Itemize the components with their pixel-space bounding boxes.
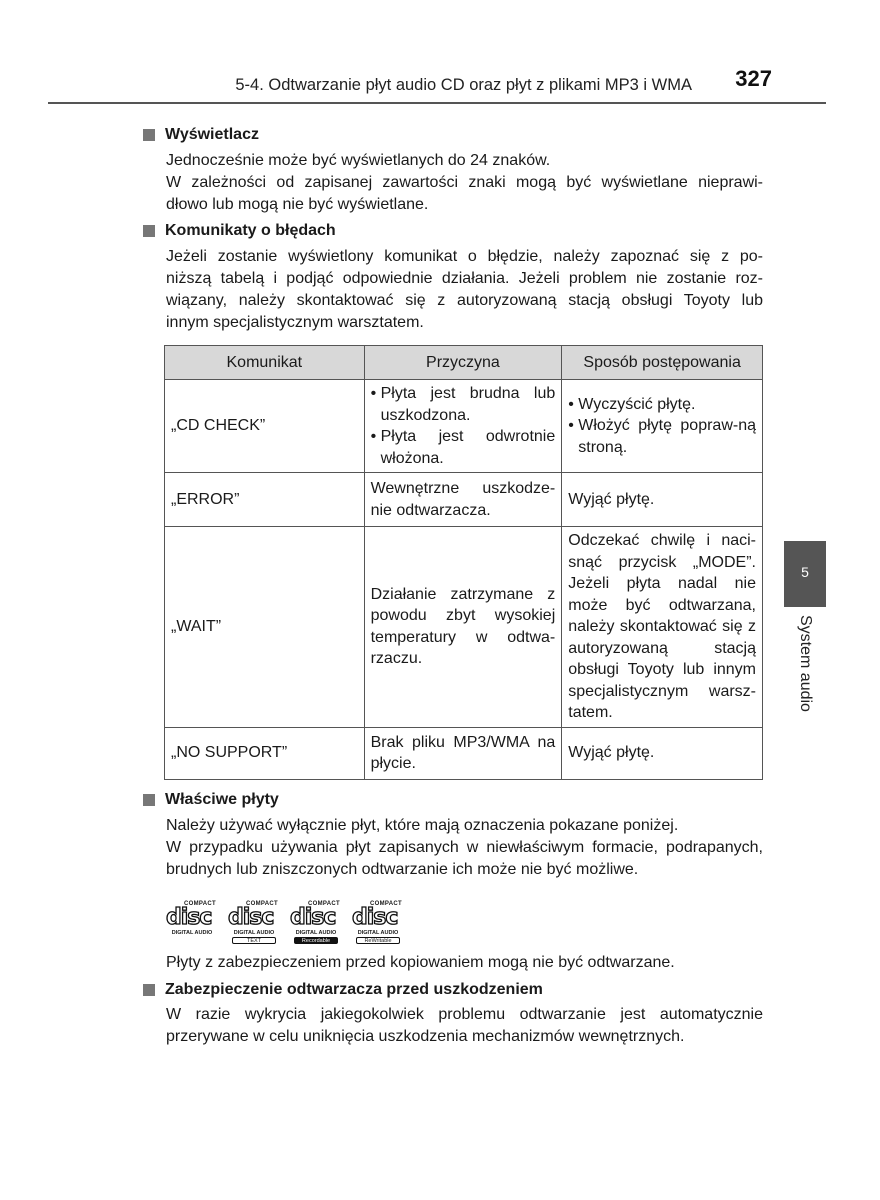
- compact-disc-rewritable-logo-icon: COMPACT disc DIGITAL AUDIO ReWritable: [352, 901, 402, 944]
- compact-disc-logo-icon: COMPACT disc DIGITAL AUDIO: [166, 901, 216, 936]
- column-header: Przyczyna: [364, 346, 562, 380]
- message-cell: „CD CHECK”: [165, 380, 365, 473]
- disc-logos: [166, 901, 404, 945]
- section-heading-errors: Komunikaty o błędach: [143, 220, 336, 242]
- column-header: Sposób postępowania: [562, 346, 763, 380]
- table-row: [165, 727, 763, 779]
- chapter-tab-label: System audio: [797, 615, 814, 712]
- errors-paragraph: Jeżeli zostanie wyświetlony komunikat o błędzie, należy zapoznać się z po- niższą tabelą i podjąć odpowiednie działania. Jeżeli problem nie zostanie roz- wiązany, należy skontaktować się z autoryzowaną stacją obsługi Toyoty lub innym specjalistycznym warsztatem.: [166, 248, 763, 331]
- display-paragraph: Jednocześnie może być wyświetlanych do 24 znaków. W zależności od zapisanej zawartości znaki mogą być wyświetlane nieprawi- dłowo lub mogą nie być wyświetlane.: [166, 152, 763, 213]
- square-bullet-icon: [143, 794, 155, 806]
- action-cell: Wyjąć płytę.: [562, 727, 763, 779]
- table-row: [165, 473, 763, 527]
- square-bullet-icon: [143, 225, 155, 237]
- section-heading-display: Wyświetlacz: [143, 124, 259, 146]
- action-cell: Wyjąć płytę.: [562, 473, 763, 527]
- table-row: [165, 380, 763, 473]
- square-bullet-icon: [143, 984, 155, 996]
- protection-paragraph: W razie wykrycia jakiegokolwiek problemu odtwarzanie jest automatycznie przerywane w celu uniknięcia uszkodzenia mechanizmów wewnętrznych.: [166, 1006, 763, 1045]
- table-row: [165, 527, 763, 728]
- action-cell: Odczekać chwilę i naci-snąć przycisk „MODE”. Jeżeli płyta nadal nie może być odtwarzana, należy skontaktować się z autoryzowaną stacją obsługi Toyoty lub innym specjalistycznym warsz-tatem.: [562, 527, 763, 728]
- section-heading-protection: Zabezpieczenie odtwarzacza przed uszkodzeniem: [143, 979, 543, 1001]
- cause-cell: Działanie zatrzymane z powodu zbyt wysokiej temperatury w odtwa-rzaczu.: [364, 527, 562, 728]
- cause-cell: Brak pliku MP3/WMA na płycie.: [364, 727, 562, 779]
- copy-protection-note: Płyty z zabezpieczeniem przed kopiowaniem mogą nie być odtwarzane.: [166, 954, 675, 971]
- list-item: • Płyta jest odwrotnie włożona.: [370, 428, 556, 467]
- list-item: • Wyczyścić płytę.: [568, 395, 696, 413]
- action-cell: [562, 380, 763, 473]
- compact-disc-recordable-logo-icon: COMPACT disc DIGITAL AUDIO Recordable: [290, 901, 340, 944]
- cause-cell: [364, 380, 562, 473]
- message-cell: „NO SUPPORT”: [165, 727, 365, 779]
- list-item: • Płyta jest brudna lub uszkodzona.: [370, 385, 556, 424]
- column-header: Komunikat: [165, 346, 365, 380]
- list-item: • Włożyć płytę popraw-ną stroną.: [568, 417, 756, 456]
- cause-cell: Wewnętrzne uszkodze-nie odtwarzacza.: [364, 473, 562, 527]
- page-number: 327: [735, 66, 772, 91]
- compact-disc-text-logo-icon: COMPACT disc DIGITAL AUDIO TEXT: [228, 901, 278, 944]
- message-cell: „WAIT”: [165, 527, 365, 728]
- chapter-title: 5-4. Odtwarzanie płyt audio CD oraz płyt z plikami MP3 i WMA: [235, 76, 692, 94]
- section-heading-proper-discs: Właściwe płyty: [143, 789, 279, 811]
- chapter-tab: 5: [784, 541, 826, 607]
- table-header-row: [165, 346, 763, 380]
- error-messages-table: [164, 345, 763, 780]
- square-bullet-icon: [143, 129, 155, 141]
- message-cell: „ERROR”: [165, 473, 365, 527]
- page-header: [48, 66, 826, 104]
- proper-discs-paragraph: Należy używać wyłącznie płyt, które mają oznaczenia pokazane poniżej. W przypadku używania płyt zapisanych w niewłaściwym formacie, podrapanych, brudnych lub zniszczonych odtwarzanie ich może nie być możliwe.: [166, 817, 763, 878]
